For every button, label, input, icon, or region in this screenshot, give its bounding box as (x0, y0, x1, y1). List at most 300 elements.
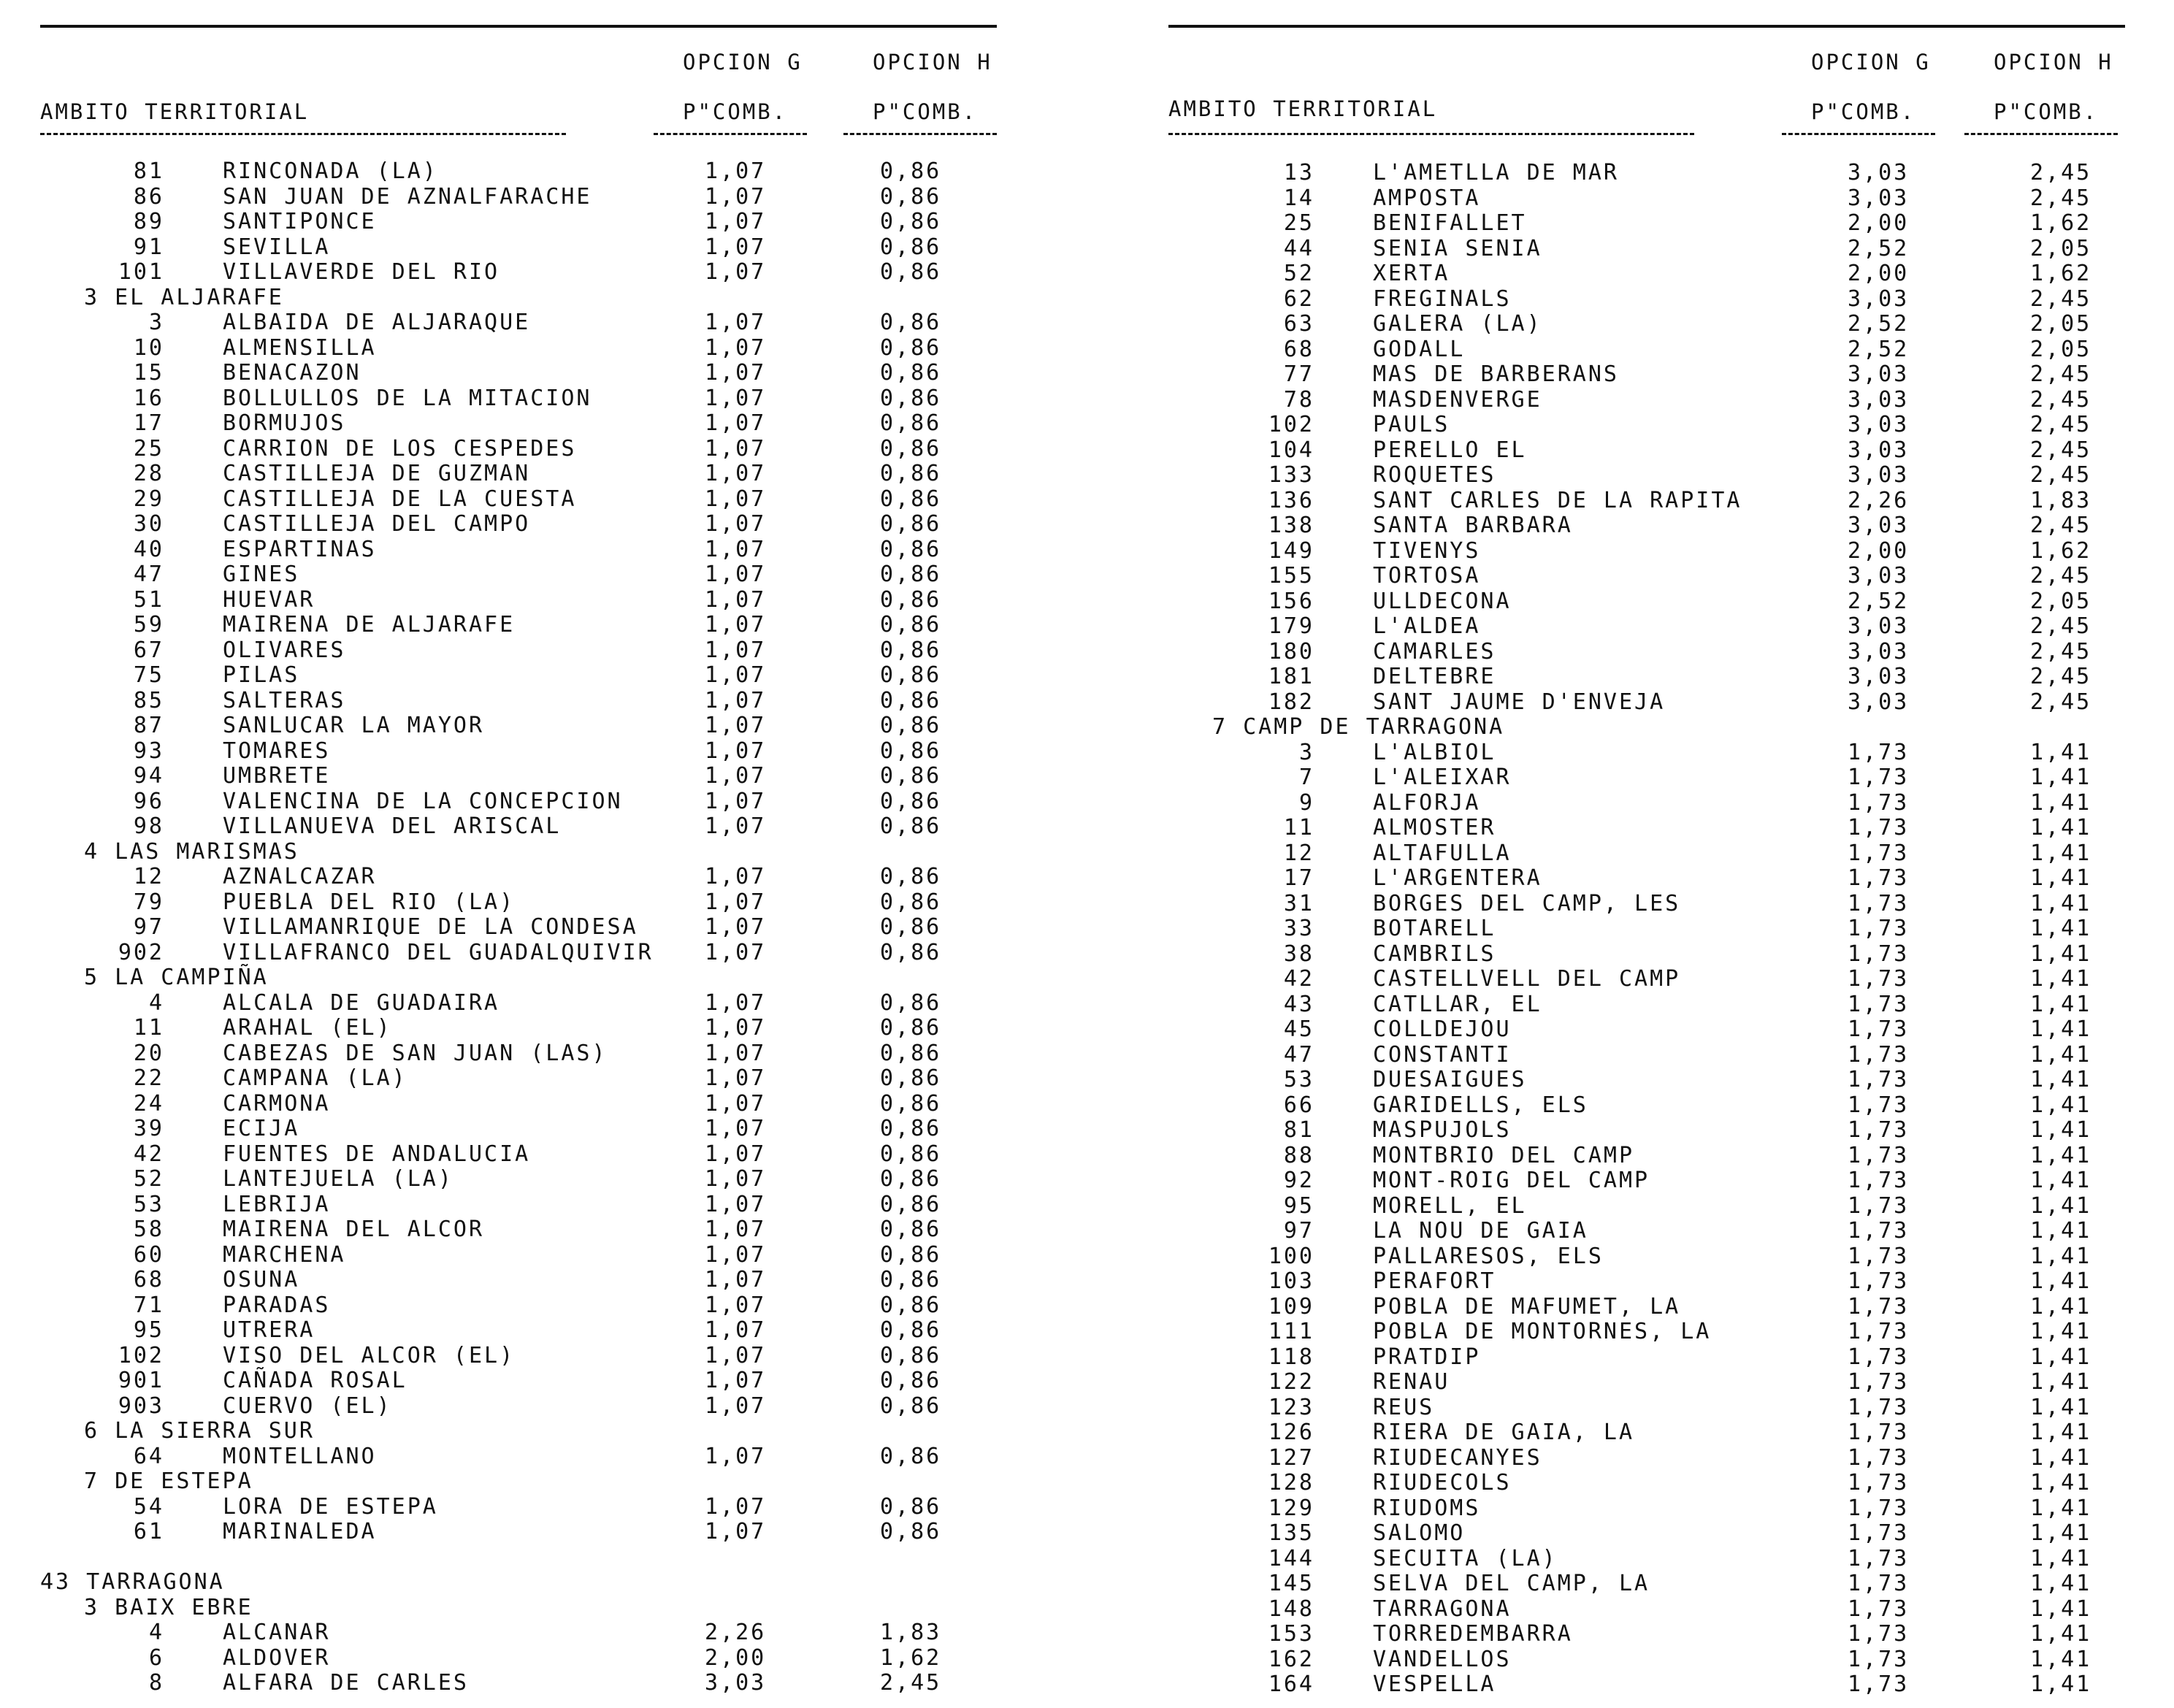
option-h-value: 1,41 (2030, 1344, 2092, 1370)
row-name: GINES (223, 562, 300, 587)
row-code: 66 (1283, 1092, 1314, 1118)
option-h-value: 1,41 (2030, 1192, 2092, 1219)
row-code: 42 (133, 1141, 164, 1167)
option-g-value: 1,07 (705, 1241, 767, 1268)
option-g-value: 1,07 (705, 310, 767, 335)
row-code: 127 (1268, 1444, 1314, 1471)
table-row (1168, 892, 2174, 917)
option-g-value: 1,07 (705, 410, 767, 436)
row-code: 24 (133, 1090, 164, 1117)
row-name: RIUDOMS (1373, 1495, 1481, 1521)
row-name: XERTA (1373, 261, 1450, 286)
option-h-value: 0,86 (880, 1493, 942, 1520)
row-name: TOMARES (223, 738, 331, 764)
option-g-value: 1,73 (1848, 765, 1910, 790)
row-name: MASPUJOLS (1373, 1117, 1512, 1143)
table-row (40, 411, 1048, 437)
row-code: 96 (133, 788, 164, 814)
table-row (1168, 1446, 2174, 1471)
option-g-value: 1,73 (1848, 1067, 1910, 1092)
option-g-value: 1,73 (1848, 916, 1910, 941)
row-name: TORTOSA (1373, 563, 1481, 589)
row-code: 111 (1268, 1319, 1314, 1344)
row-code: 77 (1283, 361, 1314, 387)
row-code: 133 (1268, 462, 1314, 488)
table-row (40, 336, 1048, 361)
row-name: VILLAFRANCO DEL GUADALQUIVIR (223, 939, 654, 965)
option-g-value: 3,03 (1848, 185, 1910, 211)
option-h-value: 1,41 (2030, 1268, 2092, 1294)
table-row (1168, 1395, 2174, 1421)
row-code: 68 (1283, 336, 1314, 362)
option-h-value: 0,86 (880, 889, 942, 915)
option-h-value: 0,86 (880, 687, 942, 713)
header-underline (40, 133, 566, 135)
option-h-value: 1,41 (2030, 765, 2092, 790)
table-row (1168, 1496, 2174, 1522)
table-row (1168, 261, 2174, 287)
row-name: BORGES DEL CAMP, LES (1373, 890, 1681, 916)
row-name: SANTIPONCE (223, 209, 377, 234)
row-code: 155 (1268, 563, 1314, 589)
table-row (1168, 1194, 2174, 1219)
table-row (40, 1167, 1048, 1192)
option-g-value: 1,07 (705, 1141, 767, 1167)
option-h-header: OPCION H (1994, 50, 2113, 74)
table-row (40, 789, 1048, 815)
section-heading: 3 BAIX EBRE (84, 1594, 253, 1620)
option-g-value: 1,73 (1848, 1470, 1910, 1496)
data-table (40, 159, 1048, 1696)
row-code: 13 (1283, 160, 1314, 185)
row-name: LANTEJUELA (LA) (223, 1166, 453, 1192)
option-g-value: 1,07 (705, 864, 767, 889)
option-g-value: 1,07 (705, 662, 767, 688)
table-row (40, 689, 1048, 714)
option-g-value: 1,07 (705, 1519, 767, 1544)
row-code: 71 (133, 1292, 164, 1318)
table-row (40, 210, 1048, 235)
option-h-value: 1,41 (2030, 1319, 2092, 1344)
row-name: VANDELLOS (1373, 1646, 1512, 1672)
row-code: 52 (1283, 261, 1314, 286)
option-g-value: 1,07 (705, 486, 767, 512)
option-h-value: 1,41 (2030, 865, 2092, 891)
option-g-value: 1,07 (705, 1166, 767, 1192)
table-row (1168, 942, 2174, 968)
row-code: 4 (148, 1620, 164, 1645)
table-row (1168, 866, 2174, 892)
option-g-value: 1,07 (705, 1040, 767, 1066)
row-code: 17 (1283, 865, 1314, 891)
row-code: 95 (133, 1317, 164, 1343)
option-h-value: 2,05 (2030, 588, 2092, 614)
row-name: RENAU (1373, 1369, 1450, 1395)
row-name: FUENTES DE ANDALUCIA (223, 1141, 531, 1167)
option-h-value: 2,45 (2030, 286, 2092, 312)
right-page (1168, 0, 2174, 1708)
header-underline (1782, 133, 1935, 135)
option-g-value: 1,07 (705, 259, 767, 285)
option-g-value: 1,07 (705, 637, 767, 663)
option-h-value: 0,86 (880, 637, 942, 663)
row-name: MAIRENA DEL ALCOR (223, 1217, 485, 1242)
option-g-value: 1,73 (1848, 1142, 1910, 1168)
table-row (1168, 589, 2174, 615)
row-code: 104 (1268, 437, 1314, 463)
row-code: 97 (133, 914, 164, 940)
table-row (1168, 1547, 2174, 1572)
table-row (40, 663, 1048, 689)
row-name: COLLDEJOU (1373, 1016, 1512, 1042)
row-code: 25 (133, 435, 164, 462)
table-row (40, 1646, 1048, 1671)
table-row (1168, 388, 2174, 413)
table-row (1168, 765, 2174, 791)
option-h-value: 0,86 (880, 939, 942, 965)
option-g-value: 2,26 (705, 1620, 767, 1645)
row-code: 40 (133, 536, 164, 562)
top-rule (40, 25, 997, 28)
row-name: L'ALBIOL (1373, 739, 1496, 765)
option-g-value: 1,07 (705, 1116, 767, 1141)
row-name: DELTEBRE (1373, 664, 1496, 689)
option-g-value: 1,73 (1848, 1117, 1910, 1143)
row-code: 53 (133, 1191, 164, 1217)
row-code: 61 (133, 1519, 164, 1544)
row-name: L'ARGENTERA (1373, 865, 1542, 891)
option-g-value: 2,00 (705, 1644, 767, 1671)
row-code: 91 (133, 234, 164, 260)
option-h-value: 2,45 (880, 1670, 942, 1696)
row-code: 42 (1283, 966, 1314, 992)
option-g-value: 2,52 (1848, 235, 1910, 261)
left-page (40, 0, 1048, 1708)
option-h-value: 1,41 (2030, 1369, 2092, 1395)
table-row (40, 1293, 1048, 1319)
table-row (40, 437, 1048, 462)
option-g-value: 2,52 (1848, 336, 1910, 362)
option-g-value: 1,73 (1848, 1671, 1910, 1697)
option-h-value: 0,86 (880, 1342, 942, 1368)
option-h-value: 0,86 (880, 461, 942, 486)
row-name: CASTILLEJA DEL CAMPO (223, 511, 531, 537)
option-g-value: 1,07 (705, 1292, 767, 1318)
option-g-value: 2,00 (1848, 537, 1910, 564)
option-g-value: 1,73 (1848, 1344, 1910, 1370)
section-heading: 6 LA SIERRA SUR (84, 1418, 315, 1444)
row-name: ALCALA DE GUADAIRA (223, 989, 500, 1016)
option-h-value: 1,41 (2030, 1646, 2092, 1672)
row-name: CUERVO (EL) (223, 1393, 392, 1419)
table-row (40, 1217, 1048, 1243)
option-h-value: 2,45 (2030, 361, 2092, 387)
option-h-value: 0,86 (880, 1090, 942, 1117)
option-h-value: 0,86 (880, 183, 942, 210)
option-h-value: 1,41 (2030, 1168, 2092, 1193)
option-g-value: 1,73 (1848, 1092, 1910, 1118)
row-name: CATLLAR, EL (1373, 991, 1542, 1017)
row-code: 85 (133, 687, 164, 713)
row-code: 47 (1283, 1041, 1314, 1068)
option-h-value: 0,86 (880, 1217, 942, 1242)
table-row (1168, 1521, 2174, 1547)
row-name: FREGINALS (1373, 286, 1512, 312)
row-code: 28 (133, 461, 164, 486)
row-name: HUEVAR (223, 586, 315, 613)
option-h-value: 1,41 (2030, 840, 2092, 866)
row-code: 87 (133, 713, 164, 738)
table-row (40, 260, 1048, 286)
row-name: TARRAGONA (1373, 1596, 1512, 1622)
option-g-value: 3,03 (1848, 437, 1910, 463)
table-row (1168, 916, 2174, 942)
pcomb-g-header: P"COMB. (683, 99, 788, 124)
option-h-value: 2,45 (2030, 412, 2092, 437)
table-row (40, 310, 1048, 336)
table-row (1168, 740, 2174, 766)
table-row (1168, 1345, 2174, 1371)
table-row (1168, 1471, 2174, 1496)
row-name: ALTAFULLA (1373, 840, 1512, 866)
row-name: SANT CARLES DE LA RAPITA (1373, 487, 1742, 513)
row-code: 31 (1283, 890, 1314, 916)
option-g-value: 3,03 (1848, 613, 1910, 639)
row-code: 81 (133, 158, 164, 184)
row-code: 126 (1268, 1420, 1314, 1445)
row-code: 15 (133, 360, 164, 386)
option-h-value: 1,41 (2030, 1243, 2092, 1269)
table-row (1168, 539, 2174, 564)
table-row (40, 941, 1048, 966)
option-h-value: 1,41 (2030, 941, 2092, 967)
territory-header: AMBITO TERRITORIAL (40, 99, 310, 124)
row-code: 182 (1268, 689, 1314, 715)
row-code: 162 (1268, 1646, 1314, 1672)
table-row (40, 890, 1048, 916)
row-name: MARCHENA (223, 1241, 346, 1268)
option-h-value: 2,45 (2030, 185, 2092, 211)
row-name: CARMONA (223, 1090, 331, 1117)
option-g-value: 1,07 (705, 1065, 767, 1091)
row-code: 145 (1268, 1571, 1314, 1596)
row-name: MONTELLANO (223, 1443, 377, 1469)
option-g-value: 1,73 (1848, 865, 1910, 891)
option-g-header: OPCION G (683, 50, 803, 74)
option-h-value: 0,86 (880, 763, 942, 789)
row-code: 181 (1268, 664, 1314, 689)
option-g-value: 1,07 (705, 813, 767, 839)
option-g-value: 1,07 (705, 1015, 767, 1041)
option-h-value: 0,86 (880, 1191, 942, 1217)
option-g-value: 1,07 (705, 763, 767, 789)
row-code: 60 (133, 1241, 164, 1268)
row-name: SANLUCAR LA MAYOR (223, 713, 485, 738)
row-code: 11 (1283, 815, 1314, 840)
option-h-value: 0,86 (880, 1040, 942, 1066)
row-code: 45 (1283, 1016, 1314, 1042)
row-name: CABEZAS DE SAN JUAN (LAS) (223, 1040, 608, 1066)
row-name: L'AMETLLA DE MAR (1373, 160, 1619, 185)
row-name: POBLA DE MONTORNES, LA (1373, 1319, 1712, 1344)
option-g-value: 1,07 (705, 461, 767, 486)
row-name: PALLARESOS, ELS (1373, 1243, 1604, 1269)
option-h-value: 1,41 (2030, 1218, 2092, 1244)
table-row (40, 185, 1048, 210)
row-code: 95 (1283, 1192, 1314, 1219)
row-name: DUESAIGUES (1373, 1067, 1527, 1092)
row-name: PERAFORT (1373, 1268, 1496, 1294)
option-h-value: 0,86 (880, 586, 942, 613)
row-code: 89 (133, 209, 164, 234)
option-g-value: 1,73 (1848, 1016, 1910, 1042)
row-code: 12 (133, 864, 164, 889)
row-code: 30 (133, 511, 164, 537)
table-row (1168, 287, 2174, 313)
row-code: 179 (1268, 613, 1314, 639)
row-code: 101 (118, 259, 164, 285)
row-name: UTRERA (223, 1317, 315, 1343)
option-g-value: 1,07 (705, 1217, 767, 1242)
row-name: CASTILLEJA DE GUZMAN (223, 461, 531, 486)
row-code: 144 (1268, 1545, 1314, 1571)
top-rule (1168, 25, 2125, 28)
table-row (40, 537, 1048, 563)
section-heading: 43 TARRAGONA (40, 1569, 225, 1595)
table-row (1168, 1320, 2174, 1345)
row-name: ALFORJA (1373, 789, 1481, 816)
row-code: 102 (118, 1342, 164, 1368)
option-h-value: 2,45 (2030, 513, 2092, 538)
option-h-value: 1,41 (2030, 789, 2092, 816)
option-h-value: 0,86 (880, 234, 942, 260)
table-row (40, 512, 1048, 537)
row-name: RIERA DE GAIA, LA (1373, 1420, 1635, 1445)
row-name: SELVA DEL CAMP, LA (1373, 1571, 1650, 1596)
row-name: RIUDECANYES (1373, 1444, 1542, 1471)
section-heading: 7 CAMP DE TARRAGONA (1212, 714, 1505, 740)
option-h-value: 0,86 (880, 813, 942, 839)
table-row (40, 588, 1048, 613)
table-row (40, 1243, 1048, 1268)
table-row (40, 1368, 1048, 1394)
data-table (1168, 161, 2174, 1698)
option-h-header: OPCION H (873, 50, 992, 74)
option-h-value: 0,86 (880, 209, 942, 234)
row-code: 902 (118, 939, 164, 965)
row-code: 17 (133, 410, 164, 436)
option-g-value: 1,73 (1848, 789, 1910, 816)
row-name: VISO DEL ALCOR (EL) (223, 1342, 516, 1368)
row-code: 93 (133, 738, 164, 764)
row-code: 138 (1268, 513, 1314, 538)
row-code: 63 (1283, 311, 1314, 337)
row-name: SALOMO (1373, 1520, 1466, 1546)
table-row (1168, 161, 2174, 186)
table-row (40, 1394, 1048, 1420)
row-code: 81 (1283, 1117, 1314, 1143)
row-name: ALBAIDA DE ALJARAQUE (223, 310, 531, 335)
option-h-value: 0,86 (880, 788, 942, 814)
option-h-value: 1,41 (2030, 966, 2092, 992)
table-row (1168, 186, 2174, 212)
table-row (40, 1671, 1048, 1696)
row-name: MONTBRIO DEL CAMP (1373, 1142, 1635, 1168)
option-h-value: 1,41 (2030, 1117, 2092, 1143)
option-h-value: 0,86 (880, 864, 942, 889)
option-g-value: 1,07 (705, 939, 767, 965)
row-code: 67 (133, 637, 164, 663)
option-h-value: 1,41 (2030, 1470, 2092, 1496)
table-row (40, 1268, 1048, 1293)
option-g-value: 1,73 (1848, 1041, 1910, 1068)
option-g-value: 3,03 (1848, 462, 1910, 488)
option-h-value: 2,45 (2030, 638, 2092, 665)
option-g-value: 1,07 (705, 612, 767, 637)
option-g-value: 1,07 (705, 183, 767, 210)
table-row (1168, 690, 2174, 716)
row-name: ALMOSTER (1373, 815, 1496, 840)
table-row (40, 1092, 1048, 1117)
row-code: 109 (1268, 1293, 1314, 1320)
table-row (40, 1520, 1048, 1545)
row-name: VILLAMANRIQUE DE LA CONDESA (223, 914, 638, 940)
table-row (40, 638, 1048, 664)
row-code: 11 (133, 1015, 164, 1041)
row-name: SEVILLA (223, 234, 331, 260)
row-name: BOLLULLOS DE LA MITACION (223, 385, 592, 411)
option-g-value: 1,07 (705, 334, 767, 361)
option-g-value: 1,07 (705, 989, 767, 1016)
option-h-value: 2,05 (2030, 336, 2092, 362)
option-h-value: 1,41 (2030, 1092, 2092, 1118)
option-g-value: 1,07 (705, 788, 767, 814)
row-code: 29 (133, 486, 164, 512)
option-g-value: 1,07 (705, 1443, 767, 1469)
option-h-value: 2,45 (2030, 613, 2092, 639)
option-g-value: 1,07 (705, 1368, 767, 1393)
option-h-value: 1,41 (2030, 815, 2092, 840)
option-g-value: 1,07 (705, 385, 767, 411)
row-code: 118 (1268, 1344, 1314, 1370)
option-g-value: 1,07 (705, 713, 767, 738)
row-code: 92 (1283, 1168, 1314, 1193)
row-name: CAÑADA ROSAL (223, 1368, 407, 1393)
row-code: 86 (133, 183, 164, 210)
section-heading: 3 EL ALJARAFE (84, 284, 284, 310)
row-code: 52 (133, 1166, 164, 1192)
option-h-value: 2,45 (2030, 386, 2092, 413)
table-row (1168, 1144, 2174, 1169)
option-g-value: 1,73 (1848, 1319, 1910, 1344)
row-name: ESPARTINAS (223, 536, 377, 562)
row-name: BENIFALLET (1373, 210, 1527, 236)
row-name: RIUDECOLS (1373, 1470, 1512, 1496)
table-row (1168, 237, 2174, 262)
table-row (1168, 362, 2174, 388)
option-h-value: 0,86 (880, 989, 942, 1016)
row-code: 33 (1283, 916, 1314, 941)
row-name: REUS (1373, 1394, 1435, 1420)
row-code: 16 (133, 385, 164, 411)
option-g-value: 3,03 (1848, 563, 1910, 589)
option-h-value: 0,86 (880, 662, 942, 688)
table-row (40, 1620, 1048, 1646)
row-code: 79 (133, 889, 164, 915)
table-row (1168, 489, 2174, 514)
option-h-value: 1,41 (2030, 1016, 2092, 1042)
option-g-value: 1,73 (1848, 1571, 1910, 1596)
